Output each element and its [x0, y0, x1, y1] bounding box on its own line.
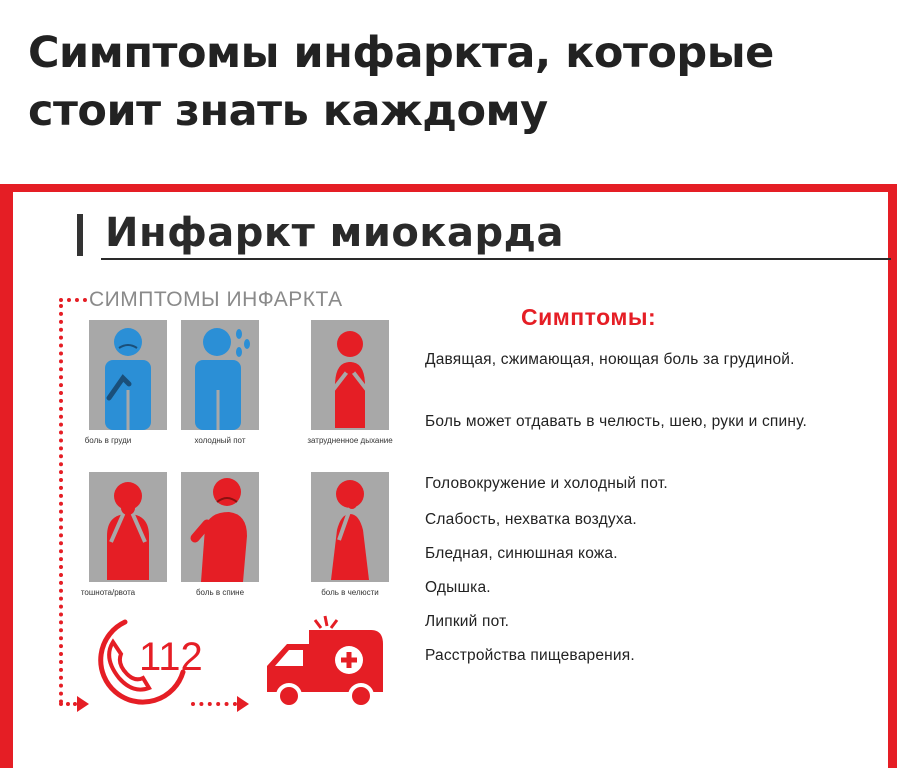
tile-caption: затрудненное дыхание — [307, 436, 393, 445]
tile-caption: тошнота/рвота — [80, 588, 136, 597]
symptoms-heading: Симптомы: — [521, 304, 657, 330]
chest-pain-tile — [89, 320, 167, 430]
breathing-difficulty-tile — [311, 320, 389, 430]
emergency-call-112 — [83, 612, 233, 717]
article-title-line1: Симптомы инфаркта, которые — [28, 28, 774, 78]
symptom-item: Липкий пот. — [425, 613, 510, 630]
dotted-connector — [59, 304, 63, 704]
cold-sweat-tile — [181, 320, 259, 430]
symptom-item: Слабость, нехватка воздуха. — [425, 511, 637, 528]
tile-caption: боль в спине — [195, 588, 245, 597]
emergency-number: 112 — [139, 635, 203, 679]
article-title — [28, 24, 878, 140]
tile-caption: холодный пот — [194, 436, 246, 445]
symptom-item: Расстройства пищеварения. — [425, 647, 635, 664]
title-underline — [101, 258, 891, 260]
breathing-difficulty-icon — [311, 320, 389, 430]
tile-caption: боль в челюсти — [321, 588, 379, 597]
poster-title: Инфаркт миокарда — [105, 210, 564, 256]
title-bar-mark — [77, 214, 83, 256]
symptom-item: Головокружение и холодный пот. — [425, 475, 668, 492]
chest-pain-icon — [89, 320, 167, 430]
arrow-right-icon — [237, 696, 249, 712]
infographic-poster — [0, 184, 897, 768]
jaw-pain-tile — [311, 472, 389, 582]
back-pain-tile — [181, 472, 259, 582]
back-pain-icon — [181, 472, 259, 582]
nausea-icon — [89, 472, 167, 582]
dotted-connector — [59, 298, 87, 302]
dotted-connector — [59, 702, 77, 706]
nausea-tile — [89, 472, 167, 582]
phone-icon — [83, 612, 233, 712]
symptom-item: Боль может отдавать в челюсть, шею, руки и спину. — [425, 413, 808, 430]
symptom-item: Одышка. — [425, 579, 491, 596]
symptom-item: Давящая, сжимающая, ноющая боль за грудиной. — [425, 351, 795, 368]
ambulance-icon — [253, 610, 403, 725]
jaw-pain-icon — [311, 472, 389, 582]
tile-caption: боль в груди — [84, 436, 132, 445]
section-label: СИМПТОМЫ ИНФАРКТА — [89, 288, 343, 311]
symptom-item: Бледная, синюшная кожа. — [425, 545, 618, 562]
cold-sweat-icon — [181, 320, 259, 430]
article-title-line2: стоит знать каждому — [28, 86, 548, 136]
poster-panel — [13, 192, 888, 768]
